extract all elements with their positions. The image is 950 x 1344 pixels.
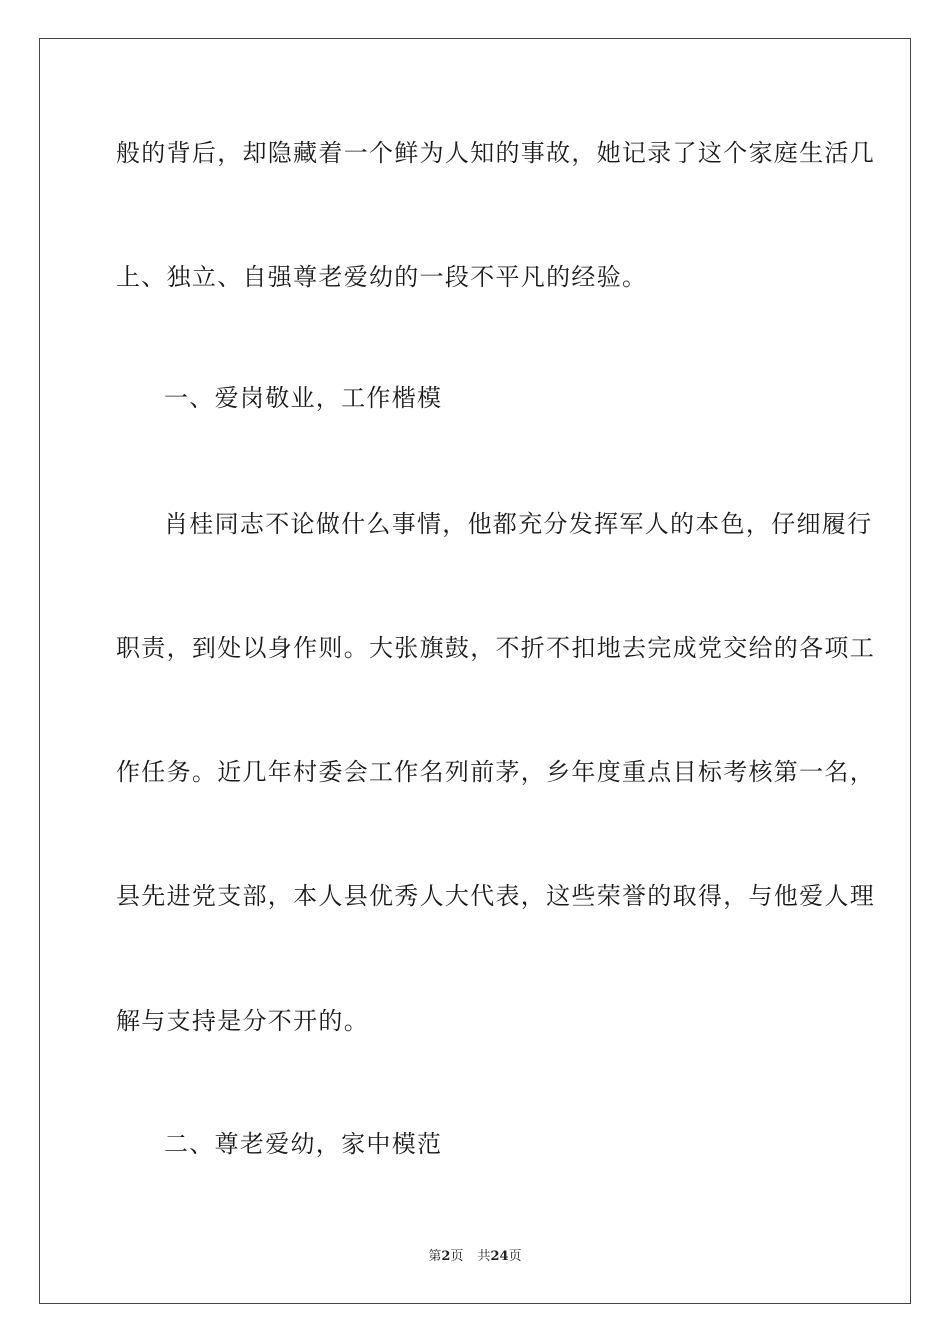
page-border [39, 38, 911, 1304]
paragraph-line: 县先进党支部，本人县优秀人大代表，这些荣誉的取得，与他爱人理 [116, 882, 875, 910]
paragraph-line: 肖桂同志不论做什么事情，他都充分发挥军人的本色，仔细履行 [164, 510, 873, 538]
paragraph-line: 解与支持是分不开的。 [116, 1007, 369, 1035]
total-label-suffix: 页 [508, 1249, 522, 1264]
page-label-suffix: 页 [450, 1249, 464, 1264]
page-number: 2 [441, 1249, 451, 1264]
paragraph-line: 职责，到处以身作则。大张旗鼓，不折不扣地去完成党交给的各项工 [116, 634, 875, 662]
page-footer [0, 1248, 950, 1266]
section-heading: 一、爱岗敬业，工作楷模 [164, 384, 443, 412]
section-heading: 二、尊老爱幼，家中模范 [164, 1130, 443, 1158]
paragraph-line: 作任务。近几年村委会工作名列前茅，乡年度重点目标考核第一名， [116, 758, 875, 786]
total-label-prefix: 共 [477, 1249, 491, 1264]
page-label-prefix: 第 [428, 1249, 442, 1264]
total-pages: 24 [490, 1249, 509, 1264]
paragraph-line: 上、独立、自强尊老爱幼的一段不平凡的经验。 [116, 263, 648, 291]
paragraph-line: 般的背后，却隐藏着一个鲜为人知的事故，她记录了这个家庭生活几 [116, 139, 875, 167]
